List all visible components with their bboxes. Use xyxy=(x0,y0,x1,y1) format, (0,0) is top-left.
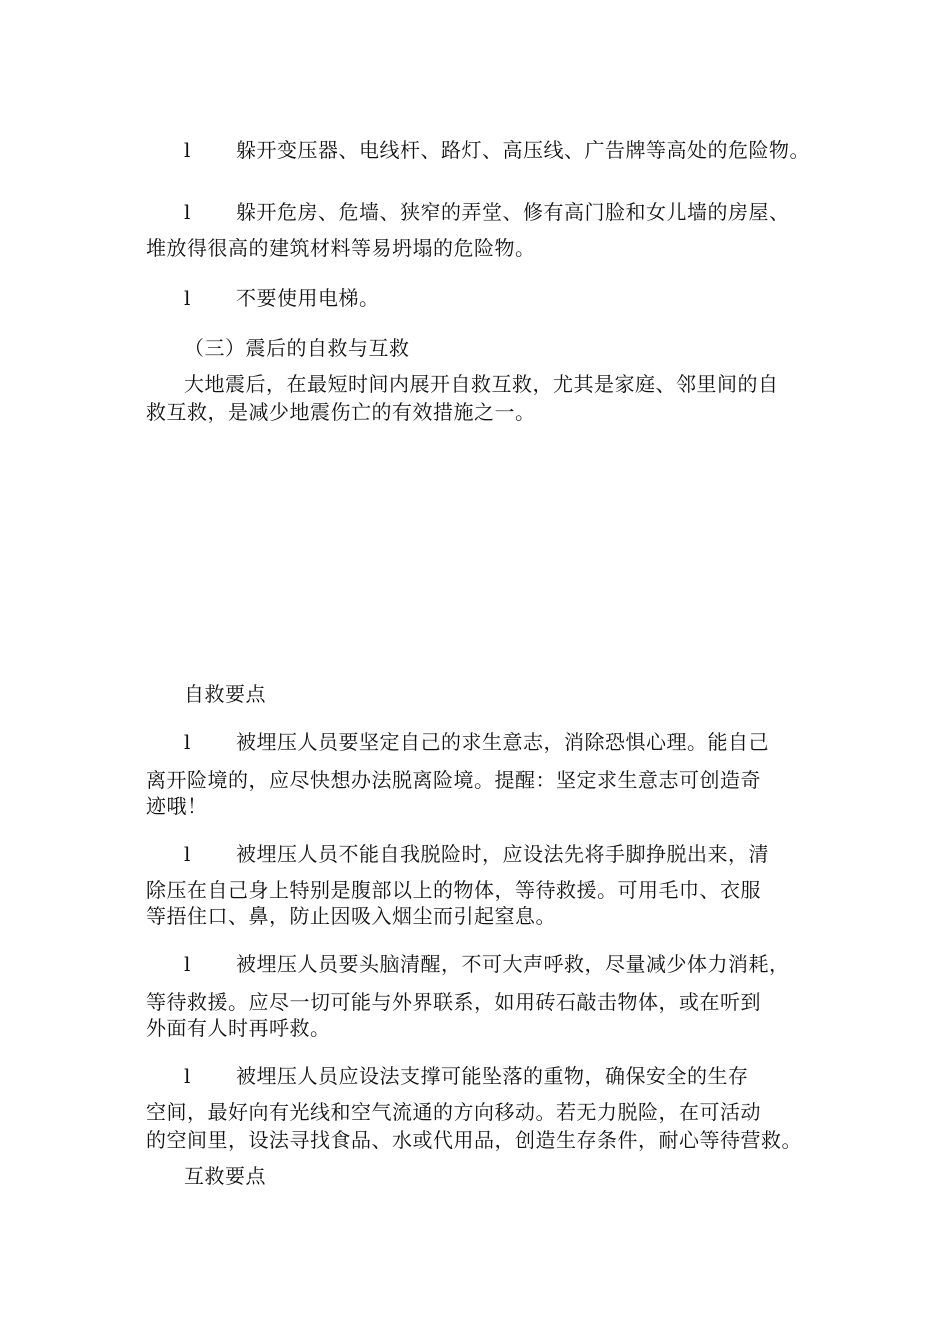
list-item-text-continued: 外面有人时再呼救。 xyxy=(146,1016,331,1040)
bullet-marker: l xyxy=(184,200,191,224)
bullet-marker: l xyxy=(184,952,191,976)
list-item-text-continued: 除压在自己身上特别是腹部以上的物体，等待救援。可用毛巾、衣服 xyxy=(146,878,761,902)
list-item-text: 不要使用电梯。 xyxy=(236,286,380,310)
bullet-marker: l xyxy=(184,138,191,162)
bullet-marker: l xyxy=(184,842,191,866)
list-item-text: 躲开危房、危墙、狭窄的弄堂、修有高门脸和女儿墙的房屋、 xyxy=(236,200,790,224)
list-item-text-continued: 堆放得很高的建筑材料等易坍塌的危险物。 xyxy=(146,236,536,260)
intro-paragraph-line: 大地震后，在最短时间内展开自救互救，尤其是家庭、邻里间的自 xyxy=(184,372,779,396)
mutual-rescue-heading: 互救要点 xyxy=(184,1164,266,1188)
list-item-text-continued: 离开险境的，应尽快想办法脱离险境。提醒：坚定求生意志可创造奇 xyxy=(146,768,761,792)
list-item-text-continued: 迹哦！ xyxy=(146,794,208,818)
list-item-text-continued: 等捂住口、鼻，防止因吸入烟尘而引起窒息。 xyxy=(146,904,556,928)
list-item-text: 被埋压人员要头脑清醒，不可大声呼救，尽量减少体力消耗， xyxy=(236,952,790,976)
list-item-text: 被埋压人员不能自我脱险时，应设法先将手脚挣脱出来，清 xyxy=(236,842,769,866)
list-item-text: 被埋压人员要坚定自己的求生意志，消除恐惧心理。能自己 xyxy=(236,730,769,754)
bullet-marker: l xyxy=(184,1064,191,1088)
list-item-text-continued: 空间，最好向有光线和空气流通的方向移动。若无力脱险，在可活动 xyxy=(146,1100,761,1124)
bullet-marker: l xyxy=(184,730,191,754)
self-rescue-heading: 自救要点 xyxy=(184,682,266,706)
intro-paragraph-line: 救互救，是减少地震伤亡的有效措施之一。 xyxy=(146,400,536,424)
list-item-text: 被埋压人员应设法支撑可能坠落的重物，确保安全的生存 xyxy=(236,1064,749,1088)
list-item-text-continued: 等待救援。应尽一切可能与外界联系，如用砖石敲击物体，或在听到 xyxy=(146,990,761,1014)
list-item-text-continued: 的空间里，设法寻找食品、水或代用品，创造生存条件，耐心等待营救。 xyxy=(146,1128,802,1152)
bullet-marker: l xyxy=(184,286,191,310)
section-heading: （三）震后的自救与互救 xyxy=(184,336,410,360)
list-item-text: 躲开变压器、电线杆、路灯、高压线、广告牌等高处的危险物。 xyxy=(236,138,810,162)
